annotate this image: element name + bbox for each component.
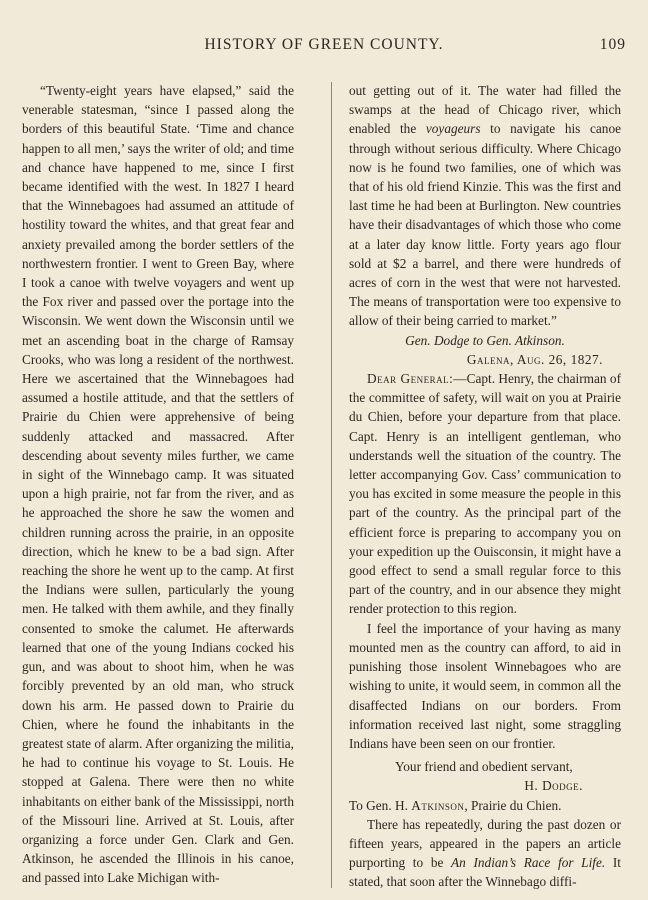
- letter-paragraph-1: [349, 369, 621, 619]
- indian-race-text-start: There has repeatedly, during the past dozen or fifteen years, appeared in the papers an article purporting to be: [349, 816, 621, 871]
- right-column: [349, 81, 621, 892]
- page-title: HISTORY OF GREEN COUNTY.: [204, 36, 444, 53]
- speech-continuation-text: out getting out of it. The water had filled the swamps at the head of Chicago river, which enabled the: [349, 83, 621, 137]
- indian-race-paragraph: [349, 815, 621, 892]
- letter-heading-text: Gen. Dodge to Gen. Atkinson.: [405, 332, 565, 348]
- letter-paragraph-2: I feel the importance of your having as many mounted men as the country can afford, to aid in punishing those insolent Winnebagoes who are wishing to unite, it would seem, in common all the disaffected Indians on our borders. From information received last night, some straggling Indians have been seen on our frontier.: [349, 620, 621, 751]
- letter-signature: H. Dodge.: [524, 778, 583, 794]
- letter-body-1: —Capt. Henry, the chairman of the committee of safety, will wait on you at Prairie du Chien, before your departure from that place. Capt. Henry is an intelligent gentleman, who understands well the situation of the country. The letter accompanying Gov. Cass’ communication to you has excited in some measure the people in this part of the country. As the principal part of the efficient force is preparing to accompany you on your expedition up the Ouisconsin, it might have a good effect to send a small regular force to this part of the country, and in our absence they might render protection to this region.: [349, 371, 622, 617]
- indian-race-text-end: It stated, that soon after the Winnebago diffi-: [349, 855, 621, 890]
- dodge-speech-paragraph: “Twenty-eight years have elapsed,” said the venerable statesman, “since I passed along the borders of this beautiful State. ‘Time and chance happen to all men,’ says the writer of old; and time and chance have happened to me, since I first became identified with the west. In 1827 I heard that the Winnebagoes had assumed an attitude of hostility toward the whites, and that great fear and anxiety prevailed among the border settlers of the northwestern frontier. I went to Green Bay, where I took a canoe with twelve voyagers and went up the Fox river and passed over the portage into the Wisconsin. We went down the Wisconsin until we met an ascending boat in the charge of Ramsay Crooks, who was long a resident of the northwest. Here we ascertained that the Winnebagoes had assumed a hostile attitude, and that the settlers of Prairie du Chien were apprehensive of being suddenly attacked and massacred. After descending about seventy miles further, we came in sight of the Winnebago camp. It was situated upon a high prairie, not far from the river, and as he approached the shore he saw the women and children running across the prairie, in an opposite direction, which he knew to be a bad sign. After reaching the shore he went up to the camp. At first the Indians were sullen, particularly the young men. He talked with them awhile, and they finally consented to smoke the calumet. He afterwards learned that one of the young Indians cocked his gun, and was about to shoot him, when he was forcibly prevented by an old man, who struck down his arm. He passed down to Prairie du Chien, where he found the inhabitants in the greatest state of alarm. After organizing the militia, he had to continue his voyage to St. Louis. He stopped at Galena. There were then no white inhabitants on either bank of the Mississippi, north of the Missouri line. Arrived at St. Louis, after organizing a force under Gen. Clark and Gen. Atkinson, he ascended the Illinois in his canoe, and passed into Lake Michigan with-: [22, 83, 294, 886]
- speech-continuation-paragraph: [349, 81, 621, 331]
- speech-continuation-italic: voyageurs: [425, 121, 481, 137]
- speech-continuation-rest: to navigate his canoe through without serious difficulty. Where Chicago now is he found two families, one of which was that of his old friend Kinzie. This was the first and last time he had been at Burlington. New countries have their disadvantages of which those who come at a later day know little. Forty years ago flour sold at $2 a barrel, and there were hundreds of acres of corn in the west that were not harvested. The means of transportation were too expensive to allow of their being carried to market.”: [349, 121, 621, 329]
- page-number: 109: [599, 36, 626, 53]
- letter-dateline: Galena, Aug. 26, 1827.: [466, 351, 603, 367]
- letter-address-suffix: , Prairie du Chien.: [464, 797, 562, 813]
- letter-closing: Your friend and obedient servant,: [395, 759, 573, 775]
- letter-salutation: Dear General:: [367, 371, 454, 387]
- left-column: [22, 81, 294, 888]
- letter-address-name: Atkinson: [411, 797, 465, 813]
- letter-address-prefix: To Gen. H.: [349, 797, 412, 813]
- letter-address: [349, 796, 621, 815]
- indian-race-title: An Indian’s Race for Life.: [451, 855, 606, 871]
- letter-heading: [349, 331, 621, 350]
- running-head: [0, 36, 648, 58]
- column-divider: [331, 82, 332, 888]
